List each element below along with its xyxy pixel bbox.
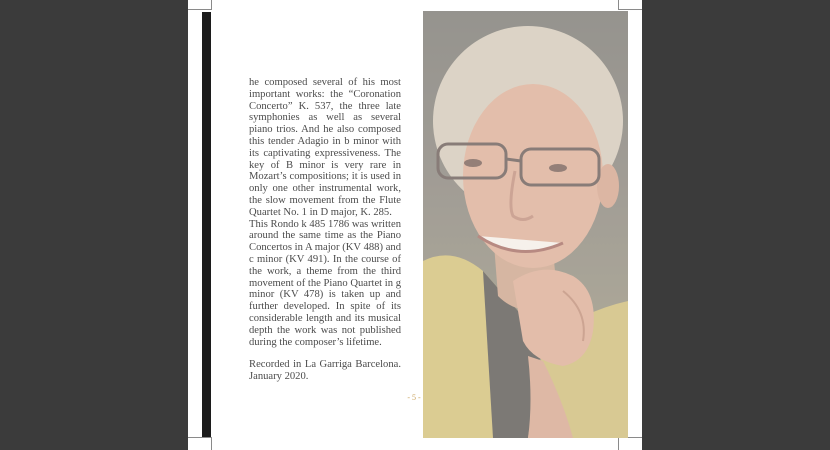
- paragraph: This Rondo k 485 1786 was written around the same time as the Piano Concertos in A major (KV 488) and c minor (KV 491). In the course of the work, a theme from the third movement of the Piano Quartet in g minor (KV 478) is taken up and further developed. In spite of its considerable length and its musical depth the work was not published during the composer’s lifetime.: [249, 218, 401, 348]
- crop-mark: [618, 437, 619, 450]
- portrait-photo: [423, 11, 628, 438]
- paragraph: he composed several of his most important works: the “Coronation Concerto” K. 537, the three late symphonies as well as several piano trios. And he also composed this tender Adagio in b minor with its captivating expressiveness. The key of B minor is very rare in Mozart’s compositions; it is used in only one other instrumental work, the slow movement from the Flute Quartet No. 1 in D major, K. 285.: [249, 77, 401, 218]
- crop-mark: [618, 0, 619, 10]
- body-text: [249, 77, 401, 383]
- crop-mark: [618, 9, 642, 10]
- page-binding-edge: [202, 12, 211, 438]
- crop-mark: [211, 0, 212, 10]
- photo-fade-overlay: [423, 11, 628, 438]
- crop-mark: [211, 437, 212, 450]
- page-number: - 5 -: [407, 393, 421, 402]
- document-page: [188, 0, 642, 450]
- recording-note: Recorded in La Garriga Barcelona. January 2020.: [249, 359, 401, 383]
- crop-mark: [188, 437, 212, 438]
- crop-mark: [188, 9, 212, 10]
